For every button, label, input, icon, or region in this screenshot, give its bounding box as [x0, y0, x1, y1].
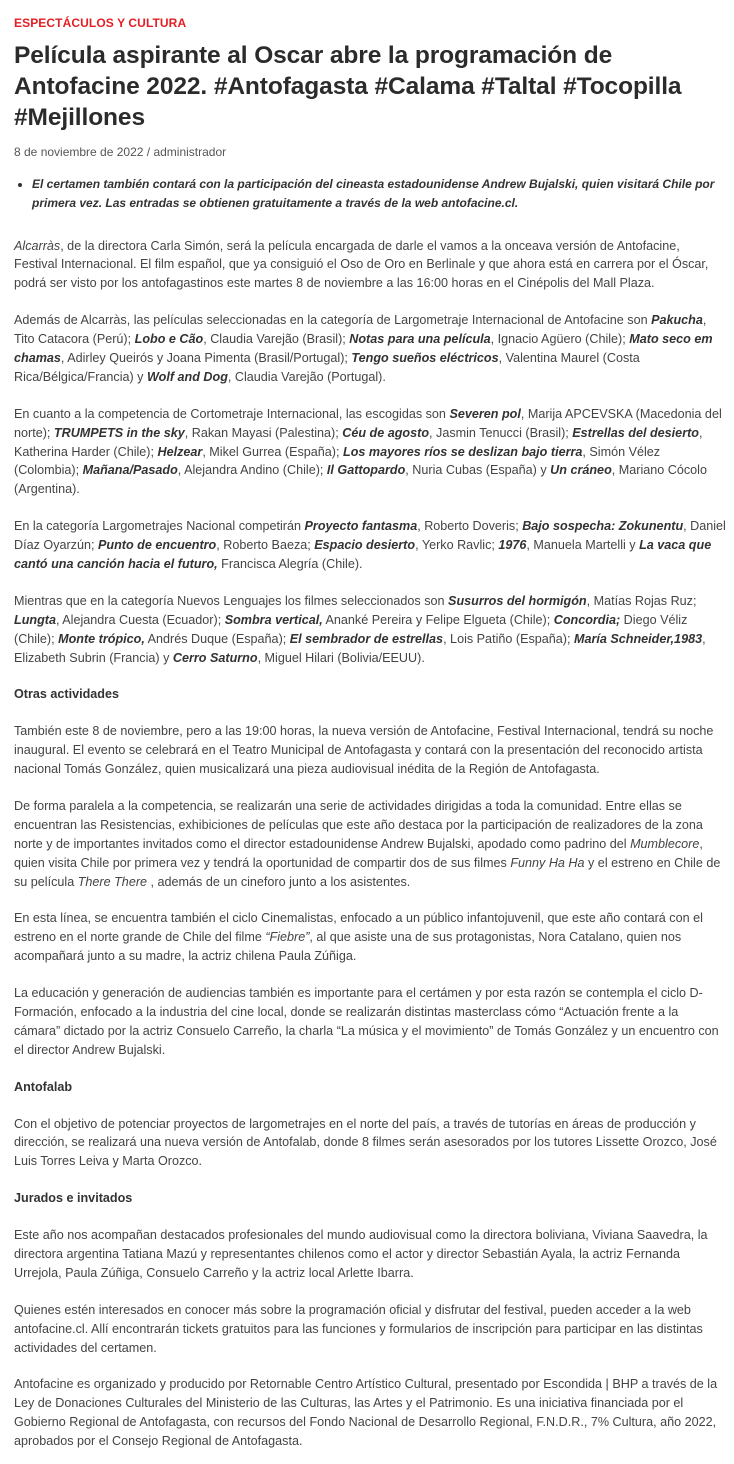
film-title: TRUMPETS in the sky: [53, 425, 185, 440]
paragraph-noche-inaugural: También este 8 de noviembre, pero a las 19:00 horas, la nueva versión de Antofacine, Festival Internacional, tendrá su noche inaugural. El evento se celebrará en el Teatro Municipal de Antofagasta y contará con la presentación del reconocido artista nacional Tomás González, quien musicalizará una pieza audiovisual inédita de la Región de Antofagasta.: [14, 724, 714, 777]
paragraph-nuevos-lenguajes: Mientras que en la categoría Nuevos Lenguajes los filmes seleccionados son Susurros del hormigón, Matías Rojas Ruz; Lungta, Alejandra Cuesta (Ecuador); Sombra vertical, Ananké Pereira y Felipe Elgueta (Chile); Concordia; Diego Véliz (Chile); Monte trópico, Andrés Duque (España); El sembrador de estrellas, Lois Patiño (España); María Schneider,1983, Elizabeth Subrin (Francia) y Cerro Saturno, Miguel Hilari (Bolivia/EEUU).: [14, 593, 706, 665]
paragraph-jurados: Este año nos acompañan destacados profesionales del mundo audiovisual como la directora boliviana, Viviana Saavedra, la directora argentina Tatiana Mazú y representantes chilenos como el actor y director Sebastián Ayala, la actriz Fernanda Urrejola, Paula Zúñiga, Consuelo Carreño y la actriz local Arlette Ibarra.: [14, 1228, 708, 1280]
film-title: María Schneider,1983: [573, 631, 703, 646]
film-title: Monte trópico,: [58, 631, 145, 646]
film-title: Los mayores ríos se deslizan bajo tierra: [343, 444, 583, 459]
category-link[interactable]: ESPECTÁCULOS Y CULTURA: [14, 16, 187, 30]
film-title: Concordia;: [553, 612, 621, 627]
film-title: Severen pol: [449, 406, 521, 421]
film-title: Mañana/Pasado: [82, 463, 178, 478]
film-title: Bajo sospecha: Zokunentu: [522, 519, 684, 534]
paragraph-cinemalistas: En esta línea, se encuentra también el ciclo Cinemalistas, enfocado a un público infantojuvenil, que este año contará con el estreno en el norte grande de Chile del filme “Fiebre”, al que asiste una de sus protagonistas, Nora Catalano, quien nos acompañará junto a su madre, la actriz chilena Paula Zúñiga.: [14, 911, 703, 964]
section-heading-jurados: Jurados e invitados: [14, 1191, 133, 1206]
paragraph-largometraje-internacional: Además de Alcarràs, las películas seleccionadas en la categoría de Largometraje Internacional de Antofacine son Pakucha, Tito Catacora (Perú); Lobo e Cão, Claudia Varejão (Brasil); Notas para una película, Ignacio Agüero (Chile); Mato seco em chamas, Adirley Queirós y Joana Pimenta (Brasil/Portugal); Tengo sueños eléctricos, Valentina Maurel (Costa Rica/Bélgica/Francia) y Wolf and Dog, Claudia Varejão (Portugal).: [14, 313, 713, 384]
film-title: 1976: [498, 538, 527, 553]
post-date-link[interactable]: 8 de noviembre de 2022: [14, 145, 144, 160]
paragraph-intro: Alcarràs, de la directora Carla Simón, será la película encargada de darle el vamos a la onceava versión de Antofacine, Festival Internacional. El film español, que ya consiguió el Oso de Oro en Berlinale y que ahora está en carrera por el Óscar, podrá ser visto por los antofagastinos este martes 8 de noviembre a las 16:00 horas en el Cinépolis del Mall Plaza.: [14, 238, 709, 291]
film-title: Helzear: [157, 444, 203, 459]
film-title: Cerro Saturno: [172, 650, 258, 665]
film-title: Mato seco em chamas: [14, 332, 713, 365]
film-title: Susurros del hormigón: [448, 593, 587, 608]
meta-separator: /: [143, 145, 154, 160]
film-title: Pakucha: [651, 313, 703, 328]
film-title: La vaca que cantó una canción hacia el futuro,: [14, 538, 712, 571]
paragraph-cortometraje-internacional: En cuanto a la competencia de Cortometraje Internacional, las escogidas son Severen pol, Marija APCEVSKA (Macedonia del norte); TRUMPETS in the sky, Rakan Mayasi (Palestina); Céu de agosto, Jasmin Tenucci (Brasil); Estrellas del desierto, Katherina Harder (Chile); Helzear, Mikel Gurrea (España); Los mayores ríos se deslizan bajo tierra, Simón Vélez (Colombia); Mañana/Pasado, Alejandra Andino (Chile); Il Gattopardo, Nuria Cubas (España) y Un cráneo, Mariano Cócolo (Argentina).: [14, 406, 722, 497]
film-title: Lungta: [14, 612, 56, 627]
film-title: Proyecto fantasma: [304, 519, 418, 534]
film-title: Espacio desierto: [314, 538, 416, 553]
film-title: Sombra vertical,: [224, 612, 323, 627]
film-title: There There: [77, 874, 148, 889]
article-meta: [14, 145, 726, 159]
section-heading-antofalab: Antofalab: [14, 1079, 73, 1094]
film-title: Punto de encuentro: [98, 538, 217, 553]
film-title: Il Gattopardo: [326, 463, 406, 478]
film-title: Funny Ha Ha: [510, 855, 585, 870]
film-title: Wolf and Dog: [146, 369, 228, 384]
antofacine-link[interactable]: antofacine.cl: [14, 1321, 85, 1336]
film-title: Tengo sueños eléctricos: [351, 350, 499, 365]
film-title: Un cráneo: [550, 463, 612, 478]
author-link[interactable]: administrador: [153, 145, 227, 160]
film-title: Céu de agosto: [342, 425, 430, 440]
film-title: Notas para una película: [349, 332, 491, 347]
paragraph-resistencias: De forma paralela a la competencia, se realizarán una serie de actividades dirigidas a toda la comunidad. Entre ellas se encuentran las Resistencias, exhibiciones de películas que este año destaca por la participación de realizadores de la zona norte y de importantes invitados como el director estadounidense Andrew Bujalski, apodado como padrino del Mumblecore, quien visita Chile por primera vez y tendrá la oportunidad de compartir dos de sus filmes Funny Ha Ha y el estreno en Chile de su película There There , además de un cineforo junto a los asistentes.: [14, 799, 721, 889]
film-title: “Fiebre”: [265, 930, 310, 945]
section-heading-otras-actividades: Otras actividades: [14, 687, 119, 702]
film-title: Lobo e Cão: [134, 332, 204, 347]
paragraph-organizacion: Antofacine es organizado y producido por Retornable Centro Artístico Cultural, presentado por Escondida | BHP a través de la Ley de Donaciones Culturales del Ministerio de las Culturas, las Artes y el Patrimonio. Es una iniciativa financiada por el Gobierno Regional de Antofagasta, con recursos del Fondo Nacional de Desarrollo Regional, F.N.D.R., 7% Cultura, año 2022, aprobados por el Consejo Regional de Antofagasta.: [14, 1377, 718, 1449]
paragraph-largometraje-nacional: En la categoría Largometrajes Nacional competirán Proyecto fantasma, Roberto Doveris; Bajo sospecha: Zokunentu, Daniel Díaz Oyarzún; Punto de encuentro, Roberto Baeza; Espacio desierto, Yerko Ravlic; 1976, Manuela Martelli y La vaca que cantó una canción hacia el futuro, Francisca Alegría (Chile).: [14, 519, 726, 571]
paragraph-formacion: La educación y generación de audiencias también es importante para el certámen y por esta razón se contempla el ciclo D- Formación, enfocado a la industria del cine local, donde se realizarán distintas masterclass cómo “Actuación frente a la cámara” dictado por la actriz Consuelo Carreño, la charla “La música y el movimiento” de Tomás González y un encuentro con el director Andrew Bujalski.: [14, 986, 719, 1057]
article-title: Película aspirante al Oscar abre la programación de Antofacine 2022. #Antofagasta #Calama #Taltal #Tocopilla #Mejillones: [14, 42, 682, 132]
film-title: Estrellas del desierto: [572, 425, 699, 440]
film-title: Alcarràs: [14, 238, 61, 253]
lead-list: [14, 175, 726, 212]
paragraph-web: Quienes estén interesados en conocer más sobre la programación oficial y disfrutar del festival, pueden acceder a la web antofacine.cl. Allí encontrarán tickets gratuitos para las funciones y formularios de inscripción para participar en las distintas actividades del certamen.: [14, 1302, 703, 1355]
italic-term: Mumblecore: [630, 836, 700, 851]
film-title: El sembrador de estrellas: [289, 631, 444, 646]
lead-item: • El certamen también contará con la participación del cineasta estadounidense Andrew Bujalski, quien visitará Chile por primera vez. Las entradas se obtienen gratuitamente a través de la web antofacine.cl.: [32, 175, 726, 212]
paragraph-antofalab: Con el objetivo de potenciar proyectos de largometrajes en el norte del país, a través de tutorías en áreas de producción y dirección, se realizará una nueva versión de Antofalab, donde 8 filmes serán asesorados por los tutores Lissette Orozco, José Luis Torres Leiva y Marta Orozco.: [14, 1116, 717, 1169]
